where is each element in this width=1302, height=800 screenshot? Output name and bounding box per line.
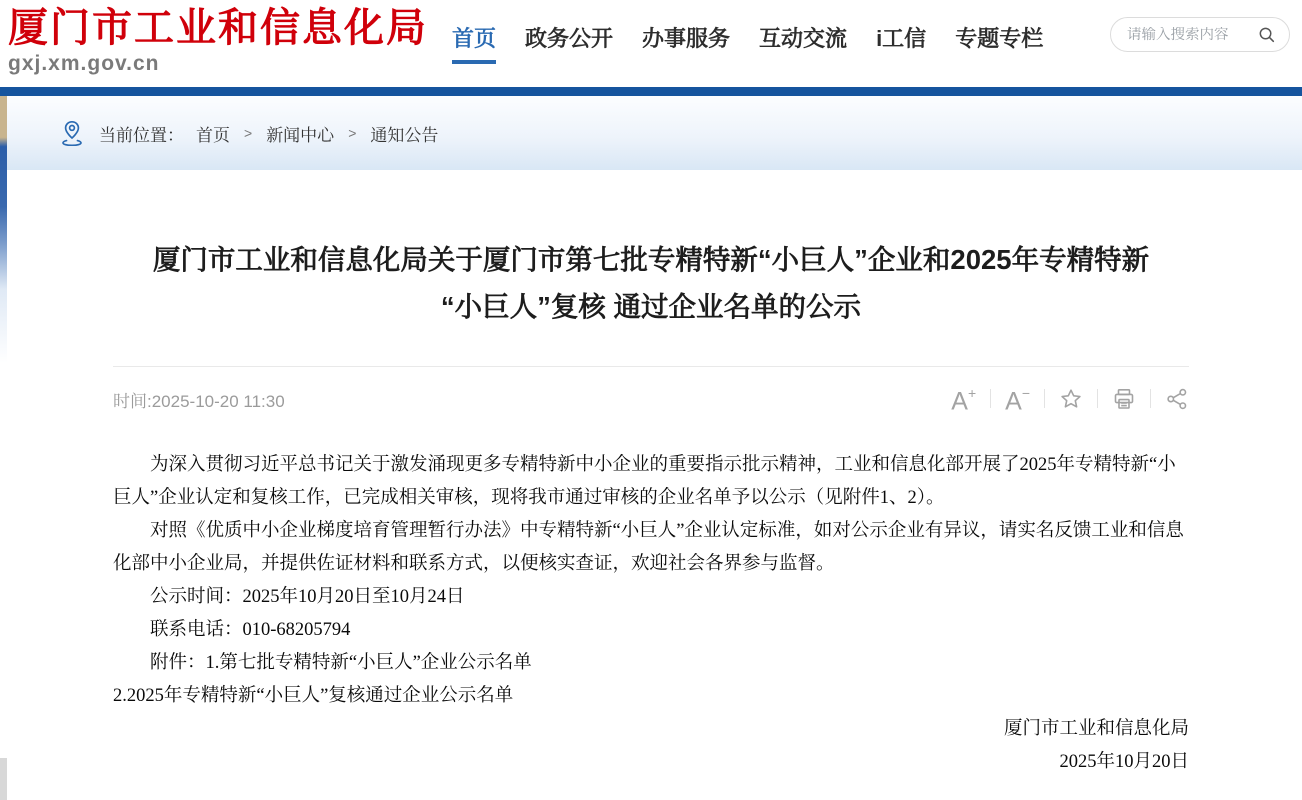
search-input[interactable] (1127, 27, 1257, 43)
nav-item-i-gongxin[interactable]: i工信 (876, 26, 927, 51)
site-domain: gxj.xm.gov.cn (8, 52, 160, 75)
left-edge-backdrop-bottom (0, 758, 7, 800)
share-icon (1165, 387, 1189, 411)
article-title (113, 236, 1189, 330)
breadcrumb-separator: > (244, 125, 253, 141)
nav-item-interaction[interactable]: 互动交流 (759, 26, 848, 51)
signature-date: 2025年10月20日 (1059, 752, 1189, 772)
main-nav (452, 6, 1043, 64)
signature-agency: 厦门市工业和信息化局 (1003, 719, 1189, 739)
nav-item-services[interactable]: 办事服务 (642, 26, 731, 51)
article-paragraph: 对照《优质中小企业梯度培育管理暂行办法》中专精特新“小巨人”企业认定标准，如对公示企业有异议，请实名反馈工业和信息化部中小企业局，并提供佐证材料和联系方式，以便核实查证，欢迎社会各界参与监督。 (113, 521, 1184, 574)
share-button[interactable] (1165, 387, 1189, 411)
font-decrease-button[interactable]: A− (1005, 385, 1030, 416)
publicity-period-line: 公示时间：2025年10月20日至10月24日 (150, 587, 465, 607)
article-title-line1: 厦门市工业和信息化局关于厦门市第七批专精特新“小巨人”企业和2025年专精特新 (152, 244, 1150, 275)
contact-phone-line: 联系电话：010-68205794 (150, 620, 351, 640)
toolbar-separator (1150, 389, 1151, 408)
search-icon[interactable] (1257, 25, 1276, 44)
breadcrumb-items (196, 121, 438, 146)
attachment-1-line: 附件：1.第七批专精特新“小巨人”企业公示名单 (150, 653, 532, 673)
publish-time: 时间:2025-10-20 11:30 (113, 391, 285, 411)
toolbar-separator (1097, 389, 1098, 408)
location-pin-icon (60, 120, 84, 146)
signature-block (113, 713, 1189, 779)
article-title-line2: “小巨人”复核 通过企业名单的公示 (440, 291, 862, 322)
header-divider-bar (0, 87, 1302, 96)
search-box[interactable] (1110, 17, 1290, 52)
printer-icon (1112, 387, 1136, 411)
breadcrumb-item-news-center[interactable]: 新闻中心 (266, 125, 335, 145)
breadcrumb-separator: > (348, 125, 357, 141)
breadcrumb-item-home[interactable]: 首页 (196, 125, 230, 145)
breadcrumb (0, 96, 1302, 170)
toolbar-separator (990, 389, 991, 408)
font-increase-button[interactable]: A+ (951, 385, 977, 416)
toolbar-separator (1044, 389, 1045, 408)
favorite-button[interactable] (1059, 387, 1083, 411)
nav-item-gov-affairs[interactable]: 政务公开 (525, 26, 614, 51)
article-toolbar (951, 383, 1189, 414)
breadcrumb-label: 当前位置： (99, 125, 184, 145)
left-edge-backdrop (0, 96, 7, 556)
star-icon (1059, 387, 1083, 411)
nav-item-home[interactable]: 首页 (452, 22, 496, 64)
title-divider-line (113, 366, 1189, 367)
site-logo[interactable] (8, 6, 428, 76)
nav-item-special-topics[interactable]: 专题专栏 (955, 26, 1044, 51)
print-button[interactable] (1112, 387, 1136, 411)
attachment-2-line: 2.2025年专精特新“小巨人”复核通过企业公示名单 (113, 686, 514, 706)
article-paragraph: 为深入贯彻习近平总书记关于激发涌现更多专精特新中小企业的重要指示批示精神，工业和信息化部开展了2025年专精特新“小巨人”企业认定和复核工作，已完成相关审核，现将我市通过审核的企业名单予以公示（见附件1、2）。 (113, 455, 1176, 508)
site-header (0, 0, 1302, 87)
article (0, 236, 1302, 779)
article-body (113, 449, 1189, 713)
article-meta-row (113, 377, 1189, 421)
breadcrumb-item-notices[interactable]: 通知公告 (370, 125, 439, 145)
site-title: 厦门市工业和信息化局 (8, 5, 428, 50)
